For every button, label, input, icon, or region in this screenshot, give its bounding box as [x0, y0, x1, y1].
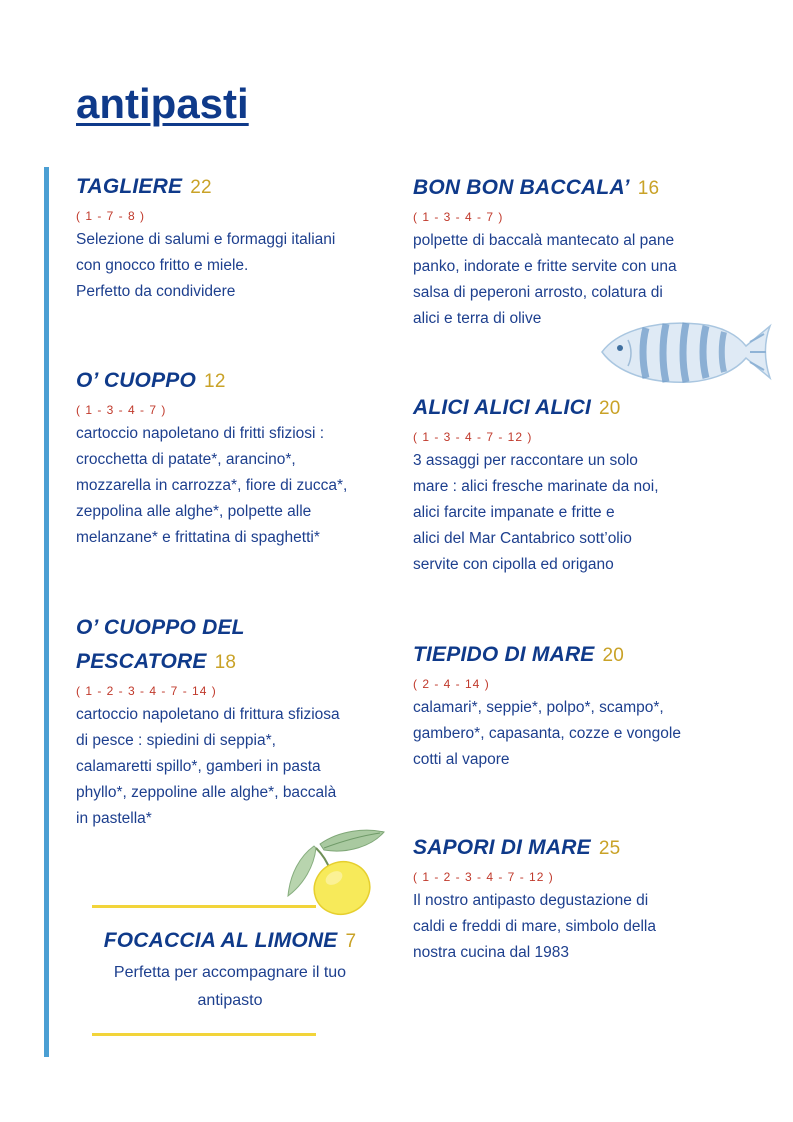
item-name: SAPORI DI MARE 25: [413, 836, 621, 859]
item-price: 12: [204, 371, 226, 392]
menu-item-tagliere: [76, 170, 396, 305]
menu-item-bon-bon-baccala: [413, 171, 753, 332]
menu-item-alici-alici-alici: [413, 391, 753, 578]
item-name: ALICI ALICI ALICI 20: [413, 396, 621, 419]
menu-item-focaccia-al-limone: [80, 905, 380, 1036]
menu-item-o-cuoppo-del-pescatore: [76, 611, 396, 832]
item-name-line-1: O’ CUOPPO DEL: [76, 616, 245, 639]
menu-item-sapori-di-mare: [413, 831, 753, 966]
item-price: 20: [602, 645, 625, 666]
item-allergens: ( 1 - 3 - 4 - 7 - 12 ): [413, 430, 533, 444]
page-title: antipasti: [76, 80, 249, 127]
bottom-yellow-rule: [92, 1033, 316, 1036]
item-price: 22: [190, 177, 212, 198]
menu-item-tiepido-di-mare: [413, 638, 753, 773]
item-price: 7: [345, 931, 357, 952]
item-description: Perfetta per accompagnare il tuo antipasto: [113, 964, 347, 1009]
item-allergens: ( 2 - 4 - 14 ): [413, 677, 490, 691]
item-allergens: ( 1 - 7 - 8 ): [76, 209, 146, 223]
item-description: Il nostro antipasto degustazione di caldi e freddi di mare, simbolo della nostra cucina dal 1983: [413, 892, 656, 961]
item-name: TAGLIERE 22: [76, 175, 212, 198]
item-price: 16: [637, 178, 660, 199]
item-name: BON BON BACCALA’ 16: [413, 176, 660, 199]
item-name: TIEPIDO DI MARE 20: [413, 643, 625, 666]
item-price: 20: [599, 398, 621, 419]
item-description: cartoccio napoletano di frittura sfiziosa di pesce : spiedini di seppia*, calamaretti spillo*, gamberi in pasta phyllo*, zeppoline alle alghe*, baccalà in pastella*: [76, 706, 340, 827]
item-description: 3 assaggi per raccontare un solo mare : alici fresche marinate da noi, alici farcite impanate e fritte e alici del Mar Cantabrico sott’olio servite con cipolla ed origano: [413, 452, 659, 573]
item-description: calamari*, seppie*, polpo*, scampo*, gambero*, capasanta, cozze e vongole cotti al vapore: [413, 699, 681, 768]
item-name: FOCACCIA AL LIMONE 7: [103, 929, 357, 952]
item-description: cartoccio napoletano di fritti sfiziosi : crocchetta di patate*, arancino*, mozzarella in carrozza*, fiore di zucca*, zeppolina alle alghe*, polpette alle melanzane* e frittatina di spaghetti*: [76, 425, 348, 546]
item-name-line-2: PESCATORE 18: [76, 650, 237, 673]
item-allergens: ( 1 - 2 - 3 - 4 - 7 - 14 ): [76, 684, 217, 698]
lemon-illustration: [280, 826, 388, 918]
item-allergens: ( 1 - 3 - 4 - 7 ): [76, 403, 167, 417]
menu-item-o-cuoppo: [76, 364, 396, 551]
item-description: polpette di baccalà mantecato al pane panko, indorate e fritte servite con una salsa di peperoni arrosto, colatura di alici e terra di olive: [413, 232, 677, 327]
item-price: 18: [214, 652, 237, 673]
item-allergens: ( 1 - 2 - 3 - 4 - 7 - 12 ): [413, 870, 554, 884]
side-accent-bar: [44, 167, 49, 1057]
item-allergens: ( 1 - 3 - 4 - 7 ): [413, 210, 504, 224]
item-price: 25: [598, 838, 621, 859]
item-name: O’ CUOPPO 12: [76, 369, 226, 392]
fish-illustration: [598, 312, 774, 390]
item-description: Selezione di salumi e formaggi italiani con gnocco fritto e miele. Perfetto da condividere: [76, 231, 336, 300]
